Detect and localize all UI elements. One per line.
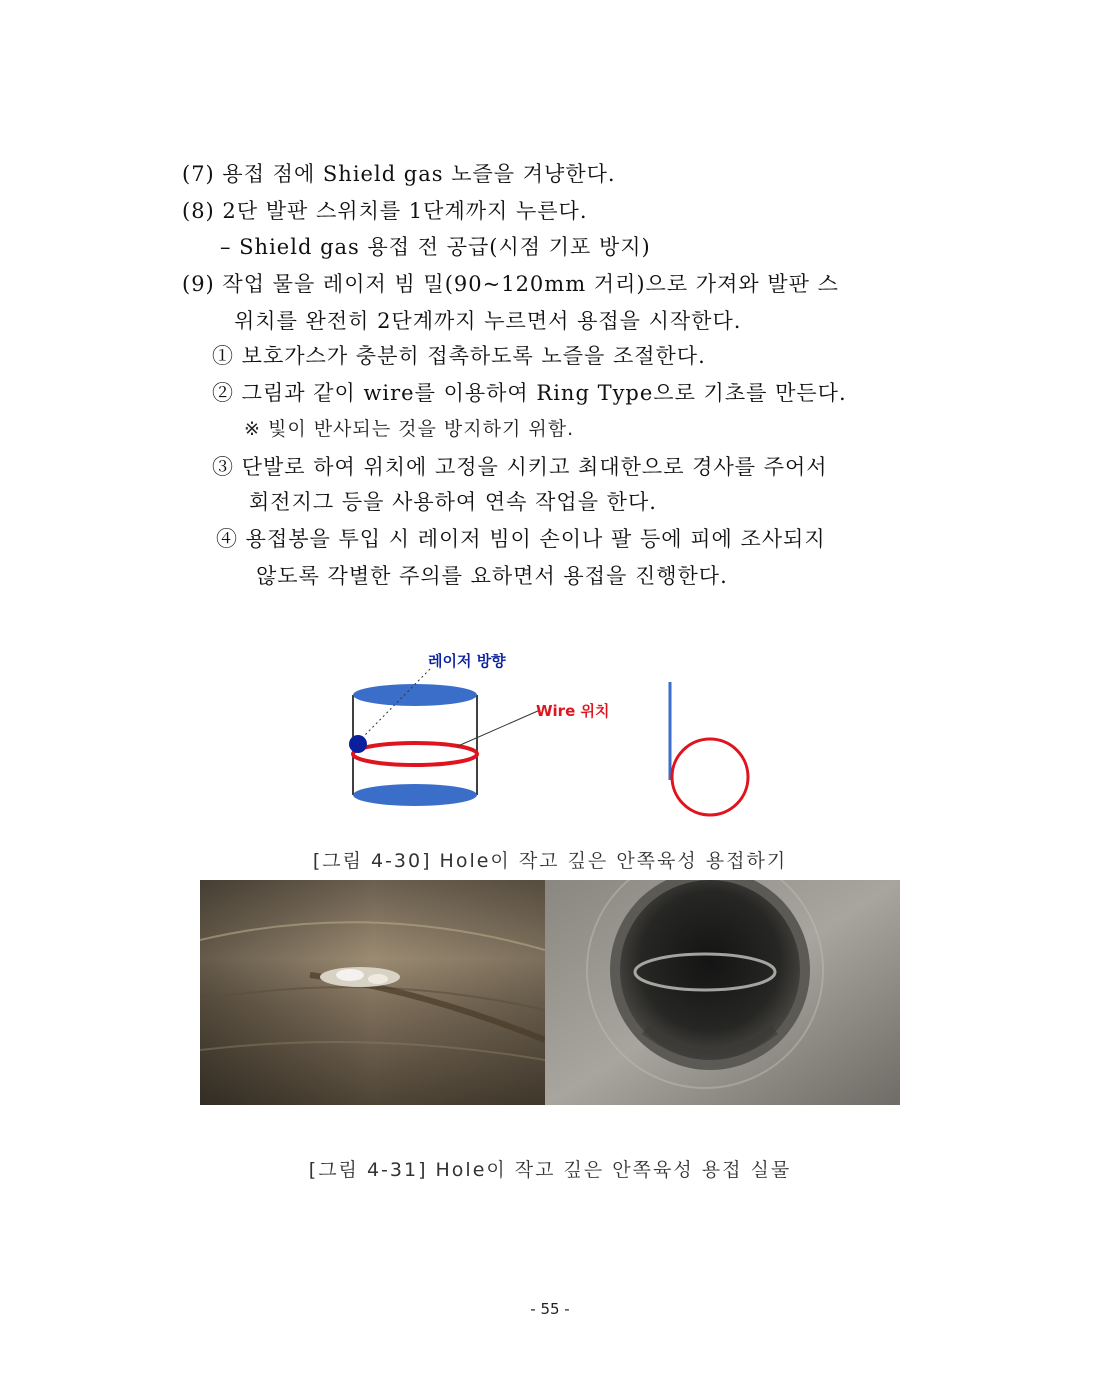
- weld-hole-photo-right: [545, 880, 900, 1105]
- item-1: ① 보호가스가 충분히 접촉하도록 노즐을 조절한다.: [212, 344, 706, 368]
- wire-profile-ring: [672, 739, 748, 815]
- item-2: ② 그림과 같이 wire를 이용하여 Ring Type으로 기초를 만든다.: [212, 381, 847, 405]
- item-2-note: ※ 빛이 반사되는 것을 방지하기 위함.: [244, 418, 575, 440]
- figure-30-caption: [그림 4-30] Hole이 작고 깊은 안쪽육성 용접하기: [312, 850, 788, 872]
- label-laser-direction: 레이저 방향: [428, 652, 506, 670]
- page-number: - 55 -: [530, 1300, 570, 1318]
- item-4-line1: ④ 용접봉을 투입 시 레이저 빔이 손이나 팔 등에 피에 조사되지: [216, 527, 826, 551]
- item-3-line1: ③ 단발로 하여 위치에 고정을 시키고 최대한으로 경사를 주어서: [212, 455, 828, 479]
- weld-bore-photo-left: [200, 880, 545, 1105]
- wire-label-pointer: [458, 710, 540, 746]
- step-9-line1: (9) 작업 물을 레이저 빔 밀(90~120mm 거리)으로 가져와 발판 스: [182, 272, 839, 296]
- hole-welding-diagram: [330, 640, 770, 830]
- item-4-line2: 않도록 각별한 주의를 요하면서 용접을 진행한다.: [256, 564, 728, 588]
- step-7: (7) 용접 점에 Shield gas 노즐을 겨냥한다.: [182, 162, 616, 186]
- step-9-line2: 위치를 완전히 2단계까지 누르면서 용접을 시작한다.: [234, 309, 742, 333]
- step-8-sub: – Shield gas 용접 전 공급(시점 기포 방지): [220, 235, 651, 259]
- label-wire-position: Wire 위치: [536, 702, 610, 720]
- figure-31-caption: [그림 4-31] Hole이 작고 깊은 안쪽육성 용접 실물: [308, 1159, 792, 1181]
- step-8: (8) 2단 발판 스위치를 1단계까지 누른다.: [182, 199, 588, 223]
- cylinder-bottom: [353, 784, 477, 806]
- cylinder-top: [353, 684, 477, 706]
- laser-point: [349, 735, 367, 753]
- item-3-line2: 회전지그 등을 사용하여 연속 작업을 한다.: [249, 490, 657, 514]
